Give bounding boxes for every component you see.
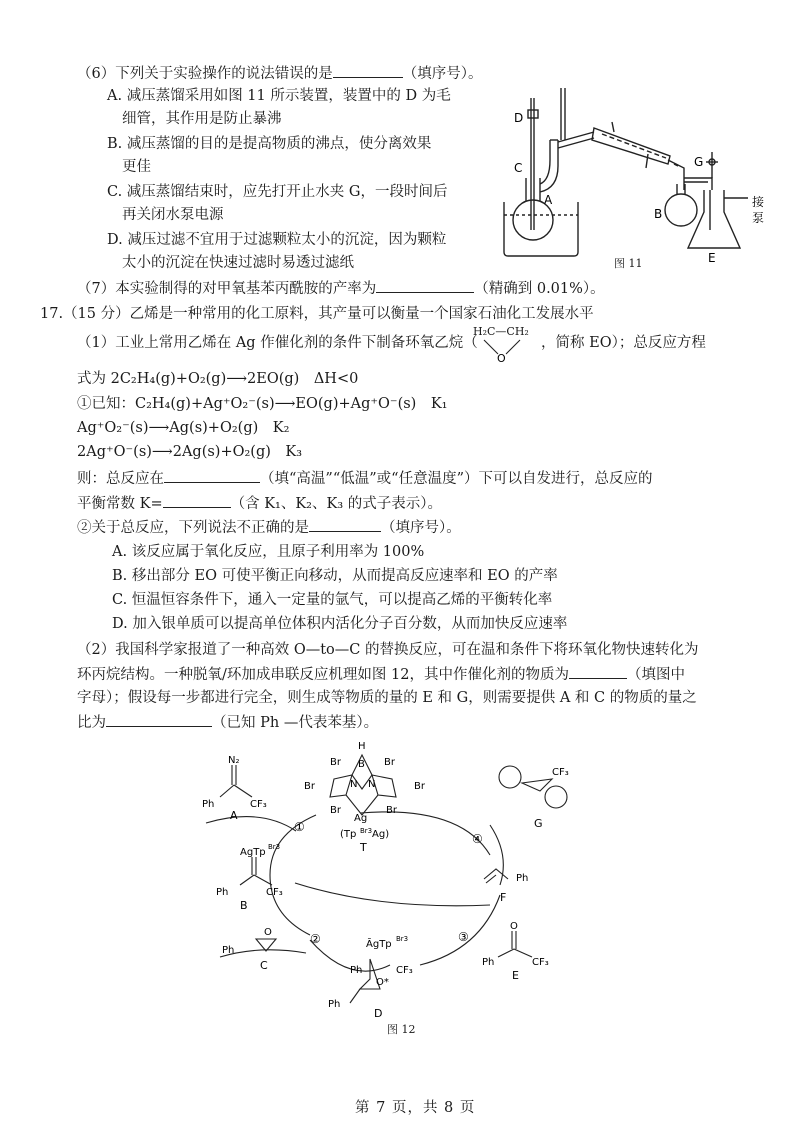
- f-ph: Ph: [516, 873, 529, 884]
- d-ostar: O*: [376, 977, 389, 988]
- arc-step4: [490, 825, 503, 885]
- eo-ring-icon: [478, 338, 528, 364]
- answer-blank[interactable]: [309, 517, 381, 532]
- equation-total: 式为 2C₂H₄(g)+O₂(g)⟶2EO(g) ΔH<0: [77, 371, 359, 387]
- label-f: F: [500, 891, 507, 904]
- answer-blank[interactable]: [106, 712, 212, 727]
- a-n2: N₂: [228, 755, 240, 766]
- q17-1-q2-stem: ②关于总反应，下列说法不正确的是 （填序号）。: [77, 517, 461, 538]
- e-o: O: [510, 921, 518, 932]
- t-h: H: [358, 741, 366, 752]
- q16-7-stem: （7）本实验制得的对甲氧基苯丙酰胺的产率为 （精确到 0.01%）。: [77, 278, 605, 299]
- t-br: Br: [414, 781, 425, 792]
- label-pump-2: 泵: [752, 211, 765, 225]
- label-t: T: [360, 841, 367, 854]
- label-g: G: [694, 155, 704, 169]
- t-ag: Ag: [354, 813, 368, 824]
- answer-blank[interactable]: [164, 468, 260, 483]
- label-c: C: [260, 959, 268, 972]
- answer-blank[interactable]: [163, 493, 231, 508]
- a-ph: Ph: [202, 799, 215, 810]
- q17-option-b: B. 移出部分 EO 可使平衡正向移动，从而提高反应速率和 EO 的产率: [112, 568, 558, 584]
- eo-structure-top: H₂C—CH₂: [473, 325, 529, 338]
- t-boron: B: [358, 759, 365, 770]
- d-agtp: ĀgTp: [366, 939, 392, 950]
- c-o: O: [264, 927, 272, 938]
- figure-11-caption: 图 11: [614, 257, 643, 270]
- label-b: B: [654, 207, 663, 221]
- t-n: N: [368, 779, 376, 790]
- page-footer: 第 7 页，共 8 页: [355, 1100, 476, 1116]
- label-c: C: [514, 161, 523, 175]
- q17-1-stem-b: ，简称 EO）；总反应方程: [541, 335, 706, 351]
- label-a: A: [230, 809, 238, 822]
- g-cf3: CF₃: [552, 767, 569, 778]
- d-cf3: CF₃: [396, 965, 413, 976]
- answer-blank[interactable]: [569, 664, 627, 679]
- d-ph2: Ph: [328, 999, 341, 1010]
- q17-option-c: C. 恒温恒容条件下，通入一定量的氩气，可以提高乙烯的平衡转化率: [112, 592, 553, 608]
- d-br3: Br3: [396, 935, 409, 943]
- step-1: ①: [294, 820, 305, 834]
- figure-12-caption: 图 12: [387, 1023, 416, 1036]
- b-agtp: AgTp: [240, 847, 266, 858]
- t-tp: (Tp: [340, 829, 357, 840]
- q17-2-line1: （2）我国科学家报道了一种高效 O—to—C 的替换反应，可在温和条件下将环氧化物快速转化为: [77, 642, 699, 658]
- q16-6-option-a-line2: 细管，其作用是防止暴沸: [122, 111, 282, 127]
- q16-6-stem: （6）下列关于实验操作的说法错误的是 （填序号）。: [77, 63, 482, 84]
- q16-6-option-b-line1: B. 减压蒸馏的目的是提高物质的沸点，使分离效果: [107, 136, 432, 152]
- q17-2-line2: 环丙烷结构。一种脱氧/环加成串联反应机理如图 12，其中作催化剂的物质为 （填图中: [77, 664, 685, 685]
- t-br: Br: [304, 781, 315, 792]
- label-d: D: [374, 1007, 383, 1020]
- arc-step1: [270, 815, 316, 935]
- q16-6-option-d-line1: D. 减压过滤不宜用于过滤颗粒太小的沉淀，因为颗粒: [107, 232, 447, 248]
- q16-6-option-a-line1: A. 减压蒸馏采用如图 11 所示装置，装置中的 D 为毛: [107, 88, 451, 104]
- q17-header: 17.（15 分）乙烯是一种常用的化工原料，其产量可以衡量一个国家石油化工发展水平: [40, 306, 594, 322]
- b-br3: Br3: [268, 843, 281, 851]
- label-d: D: [514, 111, 524, 125]
- figure-12-mechanism: [200, 735, 600, 1020]
- label-a: A: [544, 193, 553, 207]
- t-n: N: [350, 779, 358, 790]
- q17-1-q1-line1: 则：总反应在 （填“高温”“低温”或“任意温度”）下可以自发进行，总反应的: [77, 468, 652, 489]
- t-br: Br: [330, 805, 341, 816]
- q17-1-stem-a: （1）工业上常用乙烯在 Ag 作催化剂的条件下制备环氧乙烷（: [77, 335, 478, 351]
- figure-11-apparatus: [498, 80, 770, 275]
- b-ph: Ph: [216, 887, 229, 898]
- label-pump-1: 接: [752, 195, 765, 209]
- answer-blank[interactable]: [333, 63, 403, 78]
- t-br3: Br3: [360, 827, 373, 835]
- t-br: Br: [330, 757, 341, 768]
- q17-option-d: D. 加入银单质可以提高单位体积内活化分子百分数，从而加快反应速率: [112, 616, 568, 632]
- q17-option-a: A. 该反应属于氧化反应，且原子利用率为 100%: [112, 544, 425, 560]
- e-cf3: CF₃: [532, 957, 549, 968]
- q17-2-line3: 字母）；假设每一步都进行完全，则生成等物质的量的 E 和 G，则需要提供 A 和 C 的物质的量之: [77, 690, 697, 706]
- step-4: ④: [472, 832, 483, 846]
- q16-6-option-b-line2: 更佳: [122, 159, 151, 175]
- step-2: ②: [310, 932, 321, 946]
- label-e: E: [512, 969, 519, 982]
- d-ph: Ph: [350, 965, 363, 976]
- label-e: E: [708, 251, 716, 265]
- t-br: Br: [384, 757, 395, 768]
- q16-6-option-c-line2: 再关闭水泵电源: [122, 207, 224, 223]
- c-ph: Ph: [222, 945, 235, 956]
- eo-oxygen: O: [497, 352, 506, 364]
- b-cf3: CF₃: [266, 887, 283, 898]
- step-3: ③: [458, 930, 469, 944]
- equation-1: ①已知：C₂H₄(g)+Ag⁺O₂⁻(s)⟶EO(g)+Ag⁺O⁻(s) K₁: [77, 396, 448, 412]
- equation-3: 2Ag⁺O⁻(s)⟶2Ag(s)+O₂(g) K₃: [77, 444, 303, 460]
- q16-6-option-c-line1: C. 减压蒸馏结束时，应先打开止水夹 G，一段时间后: [107, 184, 448, 200]
- t-ag2: Ag): [372, 829, 390, 840]
- q16-6-option-d-line2: 太小的沉淀在快速过滤时易透过滤纸: [122, 255, 354, 271]
- t-br: Br: [386, 805, 397, 816]
- q17-2-line4: 比为 （已知 Ph —代表苯基）。: [77, 712, 378, 733]
- a-cf3: CF₃: [250, 799, 267, 810]
- label-g: G: [534, 817, 543, 830]
- equation-2: Ag⁺O₂⁻(s)⟶Ag(s)+O₂(g) K₂: [77, 420, 290, 436]
- label-b: B: [240, 899, 248, 912]
- e-ph: Ph: [482, 957, 495, 968]
- q17-1-q1-line2: 平衡常数 K= （含 K₁、K₂、K₃ 的式子表示）。: [77, 493, 442, 514]
- answer-blank[interactable]: [376, 278, 474, 293]
